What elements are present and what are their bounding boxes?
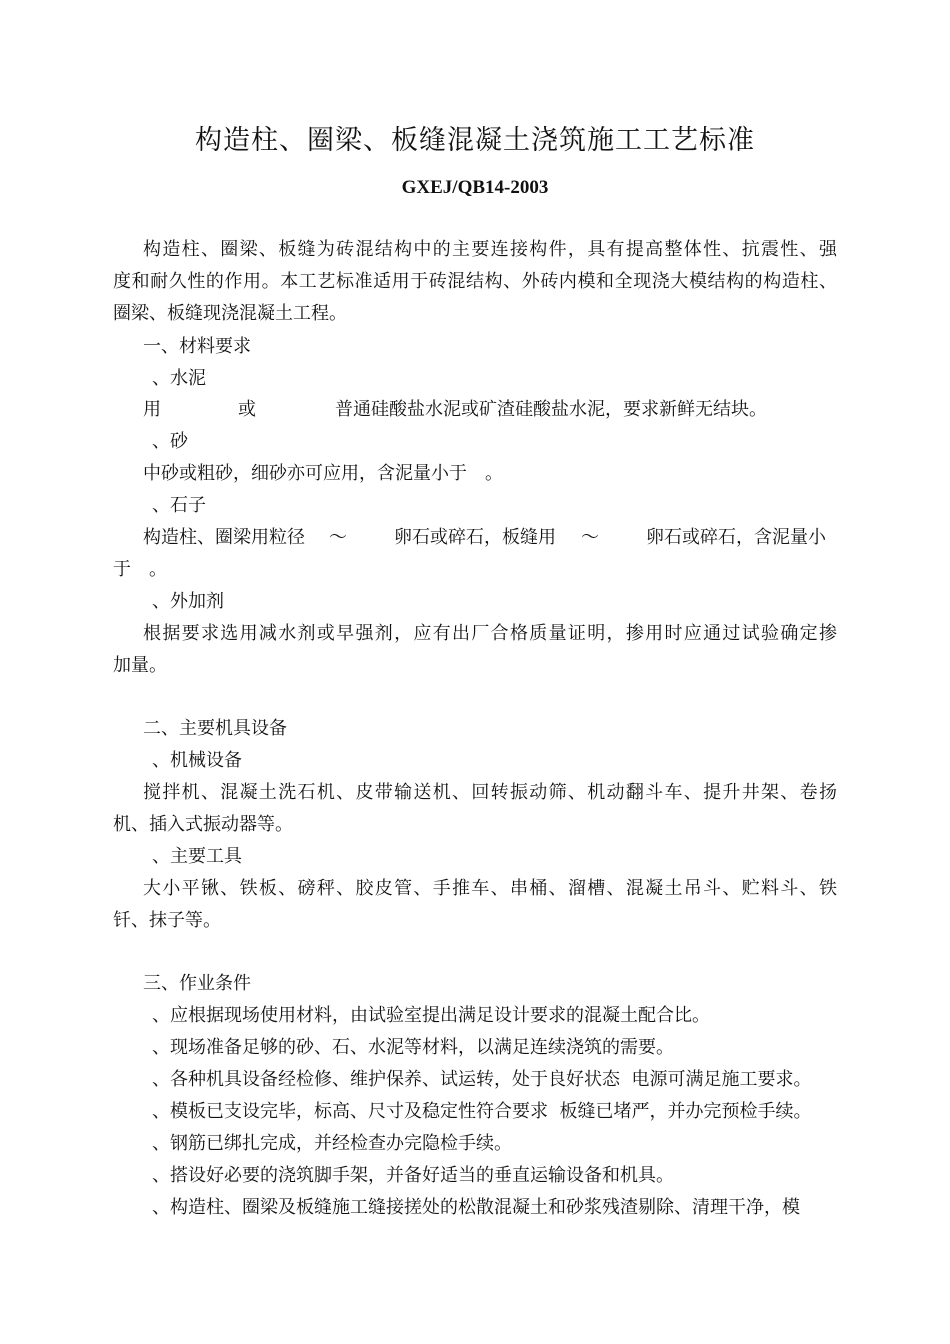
intro-line-3: 圈梁、板缝现浇混凝土工程。 xyxy=(113,303,347,324)
tool-line-2: 钎、抹子等。 xyxy=(113,910,221,931)
stone-text-d: 于 。 xyxy=(113,559,167,580)
section-3-heading: 三、作业条件 xyxy=(143,973,251,994)
machine-heading: 、机械设备 xyxy=(152,750,242,771)
cement-text-c: 普通硅酸盐水泥或矿渣硅酸盐水泥，要求新鲜无结块。 xyxy=(335,399,767,420)
condition-item: 、构造柱、圈梁及板缝施工缝接搓处的松散混凝土和砂浆残渣剔除、清理干净，模 xyxy=(152,1197,800,1218)
stone-tilde-2: ～ xyxy=(581,527,599,548)
condition-item: 、现场准备足够的砂、石、水泥等材料，以满足连续浇筑的需要。 xyxy=(152,1037,674,1058)
tool-line-1: 大小平锹、铁板、磅秤、胶皮管、手推车、串桶、溜槽、混凝土吊斗、贮料斗、铁 xyxy=(143,878,837,899)
machine-line-1: 搅拌机、混凝土洗石机、皮带输送机、回转振动筛、机动翻斗车、提升井架、卷扬 xyxy=(143,782,837,803)
document-title: 构造柱、圈梁、板缝混凝土浇筑施工工艺标准 xyxy=(195,125,755,156)
intro-line-2: 度和耐久性的作用。本工艺标准适用于砖混结构、外砖内模和全现浇大模结构的构造柱、 xyxy=(113,271,837,292)
admixture-heading: 、外加剂 xyxy=(152,591,224,612)
stone-text-a: 构造柱、圈梁用粒径 xyxy=(143,527,305,548)
stone-text-b: 卵石或碎石，板缝用 xyxy=(394,527,556,548)
machine-line-2: 机、插入式振动器等。 xyxy=(113,814,293,835)
admixture-line-2: 加量。 xyxy=(113,655,167,676)
intro-line-1: 构造柱、圈梁、板缝为砖混结构中的主要连接构件，具有提高整体性、抗震性、强 xyxy=(143,239,837,260)
stone-tilde-1: ～ xyxy=(329,527,347,548)
sand-heading: 、砂 xyxy=(152,431,188,452)
stone-heading: 、石子 xyxy=(152,495,206,516)
condition-item: 、模板已支设完毕，标高、尺寸及稳定性符合要求 板缝已堵严，并办完预检手续。 xyxy=(152,1101,812,1122)
sand-text: 中砂或粗砂，细砂亦可应用，含泥量小于 。 xyxy=(143,463,503,484)
condition-item: 、搭设好必要的浇筑脚手架，并备好适当的垂直运输设备和机具。 xyxy=(152,1165,674,1186)
section-2-heading: 二、主要机具设备 xyxy=(143,718,287,739)
cement-text-a: 用 xyxy=(143,399,161,420)
condition-item: 、钢筋已绑扎完成，并经检查办完隐检手续。 xyxy=(152,1133,512,1154)
standard-code: GXEJ/QB14-2003 xyxy=(401,177,549,198)
admixture-line-1: 根据要求选用减水剂或早强剂，应有出厂合格质量证明，掺用时应通过试验确定掺 xyxy=(143,623,837,644)
stone-text-c: 卵石或碎石，含泥量小 xyxy=(646,527,826,548)
tool-heading: 、主要工具 xyxy=(152,846,242,867)
cement-heading: 、水泥 xyxy=(152,368,206,389)
cement-text-b: 或 xyxy=(238,399,256,420)
condition-item: 、各种机具设备经检修、维护保养、试运转，处于良好状态 电源可满足施工要求。 xyxy=(152,1069,812,1090)
section-1-heading: 一、材料要求 xyxy=(143,336,251,357)
condition-item: 、应根据现场使用材料，由试验室提出满足设计要求的混凝土配合比。 xyxy=(152,1005,710,1026)
